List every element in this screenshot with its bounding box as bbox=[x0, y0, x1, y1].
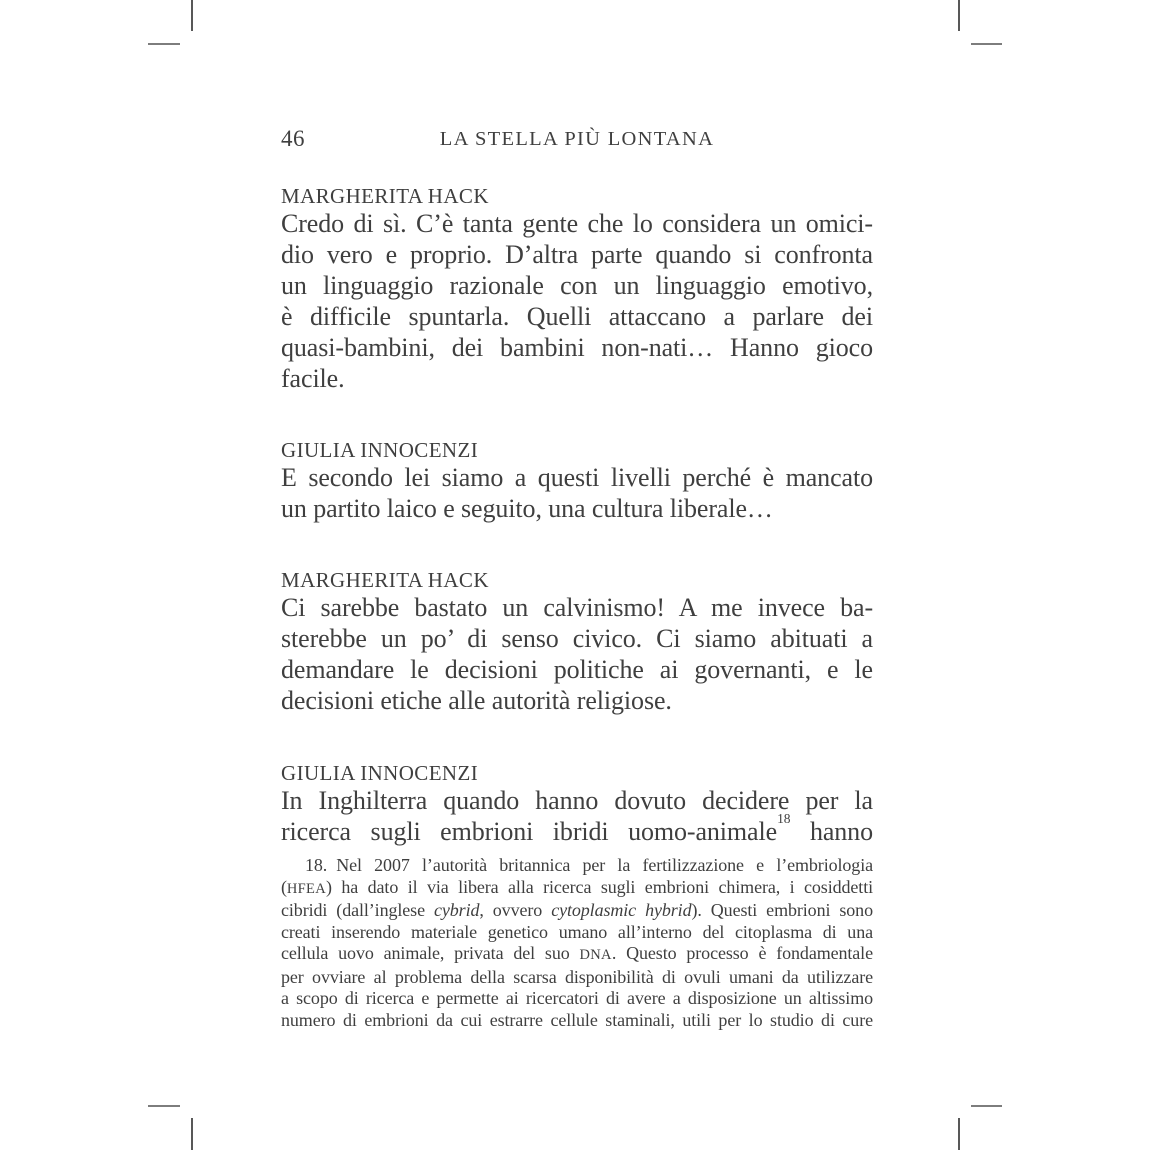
text-line: In Inghilterra quando hanno dovuto decidere per la bbox=[281, 786, 873, 815]
speaker-label: MARGHERITA HACK bbox=[281, 184, 489, 208]
dialogue-section bbox=[281, 184, 873, 394]
dialogue-paragraph bbox=[281, 462, 873, 524]
text-segment: . Questo processo è fondamentale bbox=[611, 943, 873, 963]
footnote-line bbox=[281, 943, 873, 967]
dialogue-section bbox=[281, 761, 873, 847]
text-line: dio vero e proprio. D’altra parte quando si confronta bbox=[281, 240, 873, 269]
crop-mark-top-left-horizontal bbox=[148, 43, 180, 45]
smallcaps-hfea: HFEA bbox=[286, 880, 326, 897]
text-line: demandare le decisioni politiche ai governanti, e le bbox=[281, 655, 873, 684]
italic-term-cytoplasmic-hybrid: cytoplasmic hybrid bbox=[551, 900, 692, 920]
text-segment: ). Questi embrioni sono bbox=[691, 900, 873, 920]
text-line: Credo di sì. C’è tanta gente che lo considera un omici- bbox=[281, 209, 873, 238]
footnote-line: numero di embrioni da cui estrarre cellule staminali, utili per lo studio di cure bbox=[281, 1009, 873, 1030]
smallcaps-dna: DNA bbox=[579, 947, 612, 963]
text-line: Ci sarebbe bastato un calvinismo! A me invece ba- bbox=[281, 593, 873, 622]
footnote-line bbox=[281, 855, 873, 877]
footnote-line: per ovviare al problema della scarsa disponibilità di ovuli umani da utilizzare bbox=[281, 966, 873, 987]
text-segment: ) ha dato il via libera alla ricerca sugli embrioni chimera, i cosiddetti bbox=[325, 876, 873, 897]
text-line: un partito laico e seguito, una cultura liberale… bbox=[281, 494, 773, 523]
text-segment: ricerca sugli embrioni ibridi uomo-animale bbox=[281, 817, 778, 846]
text-segment: cibridi (dall’inglese bbox=[281, 900, 434, 920]
dialogue-paragraph bbox=[281, 592, 873, 716]
footnote-line: creati inserendo materiale genetico umano all’interno del citoplasma di una bbox=[281, 921, 873, 942]
text-line: è difficile spuntarla. Quelli attaccano a parlare dei bbox=[281, 302, 873, 331]
text-line: decisioni etiche alle autorità religiose. bbox=[281, 686, 672, 715]
text-line: sterebbe un po’ di senso civico. Ci siamo abituati a bbox=[281, 624, 873, 653]
dialogue-section bbox=[281, 438, 873, 524]
page-header bbox=[281, 126, 873, 152]
text-line: facile. bbox=[281, 364, 345, 393]
footnote-block bbox=[281, 855, 873, 1031]
text-segment: hanno bbox=[790, 817, 873, 846]
speaker-label: GIULIA INNOCENZI bbox=[281, 438, 479, 462]
crop-mark-bottom-right-vertical bbox=[958, 1118, 960, 1150]
crop-mark-top-right-horizontal bbox=[971, 43, 1002, 45]
text-segment: cellula uovo animale, privata del suo bbox=[281, 943, 580, 963]
text-segment: ( bbox=[281, 876, 287, 897]
dialogue-paragraph bbox=[281, 785, 873, 847]
footnote-line bbox=[281, 877, 873, 901]
speaker-label: MARGHERITA HACK bbox=[281, 568, 489, 592]
footnote-line: a scopo di ricerca e permette ai ricercatori di avere a disposizione un altissimo bbox=[281, 988, 873, 1008]
crop-mark-bottom-left-horizontal bbox=[148, 1105, 180, 1107]
text-line: E secondo lei siamo a questi livelli perché è mancato bbox=[281, 463, 873, 492]
dialogue-paragraph bbox=[281, 208, 873, 394]
footnote-line bbox=[281, 900, 873, 922]
text-segment: , ovvero bbox=[479, 900, 552, 920]
crop-mark-top-right-vertical bbox=[958, 0, 960, 31]
text-segment: Nel 2007 l’autorità britannica per la fertilizzazione e l’embriologia bbox=[336, 855, 873, 875]
text-line: quasi-bambini, dei bambini non-nati… Hanno gioco bbox=[281, 333, 873, 362]
page-number: 46 bbox=[281, 126, 305, 151]
footnote-reference-18: 18 bbox=[777, 810, 791, 826]
crop-mark-top-left-vertical bbox=[191, 0, 193, 31]
footnote-number: 18. bbox=[305, 855, 328, 875]
dialogue-section bbox=[281, 568, 873, 716]
crop-mark-bottom-left-vertical bbox=[191, 1118, 193, 1150]
italic-term-cybrid: cybrid bbox=[433, 900, 480, 920]
running-header: LA STELLA PIÙ LONTANA bbox=[439, 128, 715, 150]
crop-mark-bottom-right-horizontal bbox=[971, 1105, 1002, 1107]
speaker-label: GIULIA INNOCENZI bbox=[281, 761, 479, 785]
text-line bbox=[281, 810, 873, 847]
text-line: un linguaggio razionale con un linguaggio emotivo, bbox=[281, 271, 873, 300]
